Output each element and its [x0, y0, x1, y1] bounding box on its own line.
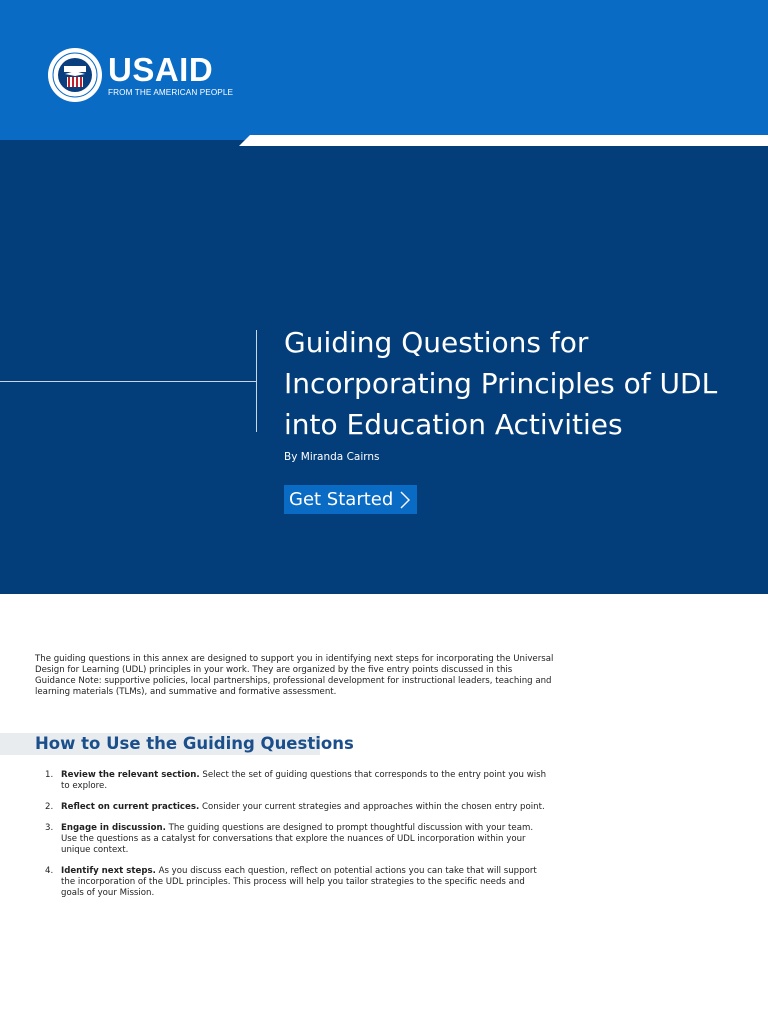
list-item	[45, 866, 550, 899]
usaid-logo	[47, 47, 233, 103]
step-lead: Engage in discussion.	[61, 823, 166, 833]
step-lead: Identify next steps.	[61, 866, 156, 876]
intro-paragraph: The guiding questions in this annex are designed to support you in identifying next steps for incorporating the Universal Design for Learning (UDL) principles in your work. They are organized by the five entry points discussed in this Guidance Note: supportive policies, local partnerships, professional development for instructional leaders, teaching and learning materials (TLMs), and summative and formative assessment.	[35, 654, 554, 697]
page-title: Guiding Questions for Incorporating Principles of UDL into Education Activities	[284, 326, 718, 441]
diagonal-stripe	[239, 135, 768, 146]
horizontal-divider	[0, 381, 256, 382]
section-title: How to Use the Guiding Questions	[35, 734, 354, 753]
get-started-label: Get Started	[289, 489, 394, 510]
get-started-button[interactable]	[284, 485, 417, 514]
steps-list	[45, 770, 550, 909]
vertical-divider	[256, 330, 257, 432]
step-text: Consider your current strategies and approaches within the chosen entry point.	[199, 802, 545, 812]
list-item	[45, 770, 550, 792]
step-lead: Reflect on current practices.	[61, 802, 200, 812]
list-item	[45, 802, 550, 813]
logo-tagline: FROM THE AMERICAN PEOPLE	[108, 87, 234, 97]
step-number: 3.	[45, 823, 54, 833]
chevron-right-icon	[398, 490, 412, 510]
step-number: 2.	[45, 802, 54, 812]
list-item	[45, 823, 550, 856]
logo-name: USAID	[108, 50, 214, 88]
step-text: Select the set of guiding questions that corresponds to the entry point you wish to explore.	[61, 770, 547, 791]
step-text: As you discuss each question, reflect on potential actions you can take that will support the incorporation of the UDL principles. This process will help you tailor strategies to the specific needs and goals of your Mission.	[61, 866, 537, 898]
author-byline: By Miranda Cairns	[284, 451, 380, 463]
step-lead: Review the relevant section.	[61, 770, 200, 780]
step-text: The guiding questions are designed to prompt thoughtful discussion with your team. Use the questions as a catalyst for conversations that explore the nuances of UDL incorporation within your unique context.	[61, 823, 534, 855]
step-number: 1.	[45, 770, 54, 780]
step-number: 4.	[45, 866, 54, 876]
usaid-seal-icon	[47, 47, 103, 103]
